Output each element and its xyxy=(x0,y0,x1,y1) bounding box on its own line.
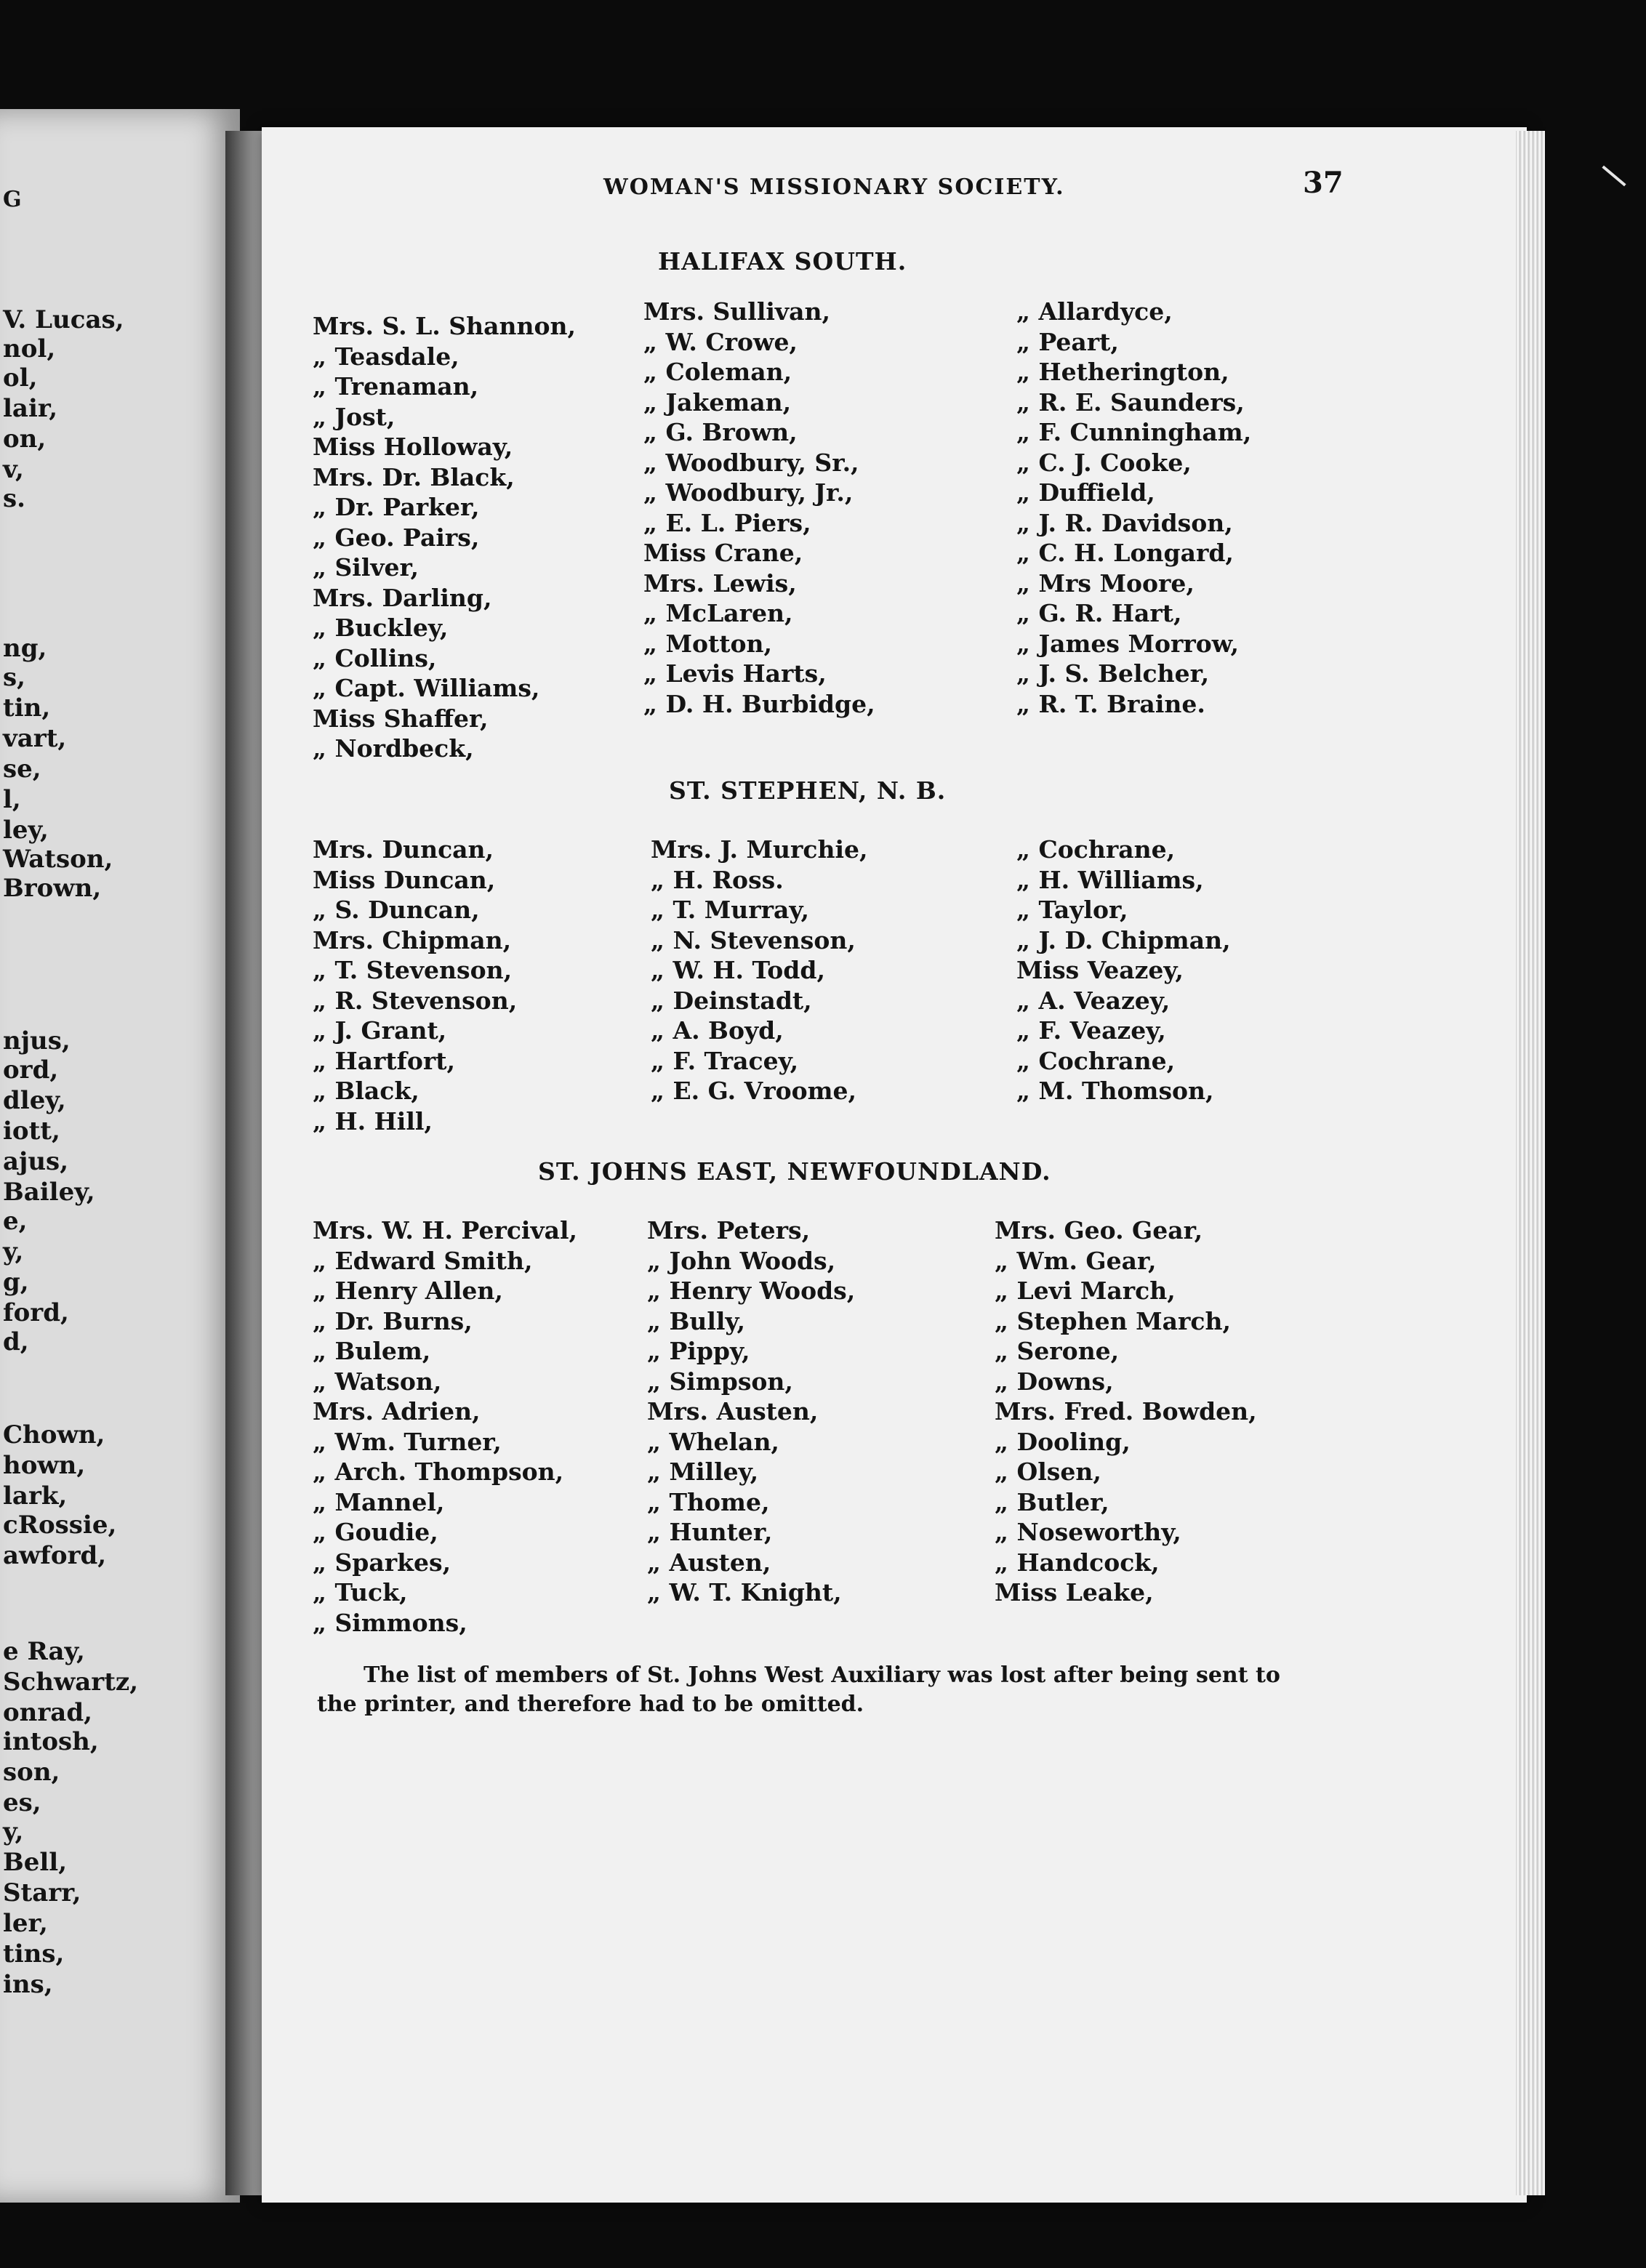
member-entry: „ Black, xyxy=(313,1077,419,1105)
member-entry: „ Silver, xyxy=(313,553,419,582)
st-johns-east-column-1 xyxy=(313,1215,577,1638)
member-entry: Mrs. Chipman, xyxy=(313,925,512,954)
member-entry: „ G. R. Hart, xyxy=(1016,599,1182,627)
member-entry: Mrs. Sullivan, xyxy=(643,297,830,326)
member-entry: „ F. Cunningham, xyxy=(1016,418,1252,446)
member-entry: „ T. Murray, xyxy=(651,896,809,924)
left-page-fragment: hown, xyxy=(3,1451,86,1480)
member-entry: „ Deinstadt, xyxy=(651,986,812,1015)
left-page-fragment: ford, xyxy=(3,1298,69,1327)
member-entry: „ F. Veazey, xyxy=(1016,1016,1166,1045)
member-entry: „ W. T. Knight, xyxy=(647,1578,842,1606)
member-entry: „ D. H. Burbidge, xyxy=(643,689,875,718)
halifax-south-column-2 xyxy=(643,297,875,719)
member-entry: „ Coleman, xyxy=(643,358,792,386)
left-page-fragment: ajus, xyxy=(3,1147,69,1176)
member-entry: Mrs. Adrien, xyxy=(313,1397,481,1425)
member-entry: „ N. Stevenson, xyxy=(651,925,856,954)
left-page-fragment: dley, xyxy=(3,1086,66,1115)
left-page-fragment: tins, xyxy=(3,1939,65,1969)
member-entry: „ Stephen March, xyxy=(995,1306,1231,1335)
member-entry: „ Allardyce, xyxy=(1016,297,1173,326)
left-page-fragment: awford, xyxy=(3,1541,107,1570)
member-entry: „ Cochrane, xyxy=(1016,1046,1176,1075)
left-page-fragment: e Ray, xyxy=(3,1637,85,1666)
member-entry: Mrs. Austen, xyxy=(647,1397,819,1425)
member-entry: „ Butler, xyxy=(995,1487,1109,1516)
left-page-fragment: Watson, xyxy=(3,845,113,874)
member-entry: Mrs. Lewis, xyxy=(643,568,797,598)
member-entry: „ A. Boyd, xyxy=(651,1016,784,1045)
member-entry: „ Sparkes, xyxy=(313,1548,451,1577)
running-head: WOMAN'S MISSIONARY SOCIETY. xyxy=(603,174,1065,200)
left-page-fragment: nol, xyxy=(3,334,56,363)
member-entry: „ Wm. Turner, xyxy=(313,1427,502,1456)
member-entry: „ Hartfort, xyxy=(313,1046,455,1075)
member-entry: „ Levi March, xyxy=(995,1276,1176,1305)
member-entry: „ C. H. Longard, xyxy=(1016,539,1234,567)
left-page-fragment: y, xyxy=(3,1817,24,1846)
member-entry: „ A. Veazey, xyxy=(1016,986,1171,1015)
member-entry: „ Bulem, xyxy=(313,1337,431,1365)
member-entry: „ R. E. Saunders, xyxy=(1016,387,1245,417)
member-entry: „ Hetherington, xyxy=(1016,358,1229,386)
member-entry: „ G. Brown, xyxy=(643,418,798,446)
left-page-fragment: v, xyxy=(3,455,24,484)
member-entry: „ J. S. Belcher, xyxy=(1016,659,1210,688)
member-entry: „ John Woods, xyxy=(647,1246,836,1275)
page-number: 37 xyxy=(1303,166,1344,200)
member-entry: Miss Crane, xyxy=(643,539,803,567)
member-entry: „ Goudie, xyxy=(313,1518,438,1546)
member-entry: „ R. T. Braine. xyxy=(1016,689,1205,718)
member-entry: „ Henry Allen, xyxy=(313,1276,503,1305)
member-entry: „ E. G. Vroome, xyxy=(651,1077,856,1105)
member-entry: „ S. Duncan, xyxy=(313,896,480,924)
left-page-fragment: ord, xyxy=(3,1055,59,1085)
member-entry: „ Dr. Parker, xyxy=(313,493,480,521)
member-entry: Mrs. J. Murchie, xyxy=(651,835,868,864)
left-page-fragment: ley, xyxy=(3,816,49,845)
left-page-fragment: cRossie, xyxy=(3,1511,117,1540)
left-page-fragment: y, xyxy=(3,1237,24,1266)
member-entry: „ Henry Woods, xyxy=(647,1276,856,1305)
member-entry: „ Simmons, xyxy=(313,1608,467,1637)
left-page-fragment: lair, xyxy=(3,394,58,423)
member-entry: Miss Holloway, xyxy=(313,433,513,461)
left-page-fragment: G xyxy=(3,187,22,212)
member-entry: „ Levis Harts, xyxy=(643,659,827,688)
left-page-fragment: e, xyxy=(3,1207,28,1236)
omission-note xyxy=(317,1661,1378,1719)
left-page-fragment: intosh, xyxy=(3,1727,99,1756)
member-entry: „ Austen, xyxy=(647,1548,771,1577)
member-entry: „ Nordbeck, xyxy=(313,734,474,763)
member-entry: „ M. Thomson, xyxy=(1016,1077,1214,1105)
member-entry: Mrs. Peters, xyxy=(647,1216,811,1244)
member-entry: „ Teasdale, xyxy=(313,342,459,371)
member-entry: „ J. R. Davidson, xyxy=(1016,508,1233,537)
member-entry: „ Thome, xyxy=(647,1487,770,1516)
st-johns-east-column-2 xyxy=(647,1215,855,1608)
member-entry: Mrs. S. L. Shannon, xyxy=(313,312,576,340)
member-entry: „ Buckley, xyxy=(313,614,449,642)
member-entry: „ Simpson, xyxy=(647,1367,793,1396)
member-entry: Miss Shaffer, xyxy=(313,704,489,733)
member-entry: „ F. Tracey, xyxy=(651,1046,799,1075)
member-entry: Miss Leake, xyxy=(995,1578,1154,1606)
member-entry: „ Downs, xyxy=(995,1367,1114,1396)
scan-mark xyxy=(1602,166,1626,187)
omission-note-line-1: The list of members of St. Johns West Auxiliary was lost after being sent to xyxy=(364,1662,1280,1688)
member-entry: „ Trenaman, xyxy=(313,372,479,401)
member-entry: „ Motton, xyxy=(643,629,772,658)
member-entry: Miss Veazey, xyxy=(1016,956,1184,984)
left-page-fragment: s, xyxy=(3,663,25,692)
member-entry: „ Mannel, xyxy=(313,1487,445,1516)
left-page-fragment: es, xyxy=(3,1788,41,1817)
member-entry: „ Hunter, xyxy=(647,1518,773,1546)
member-entry: Mrs. W. H. Percival, xyxy=(313,1216,578,1244)
left-page-fragment: ins, xyxy=(3,1970,53,1999)
member-entry: „ Cochrane, xyxy=(1016,835,1176,864)
member-entry: „ T. Stevenson, xyxy=(313,956,513,984)
member-entry: „ H. Ross. xyxy=(651,865,784,894)
member-entry: „ Bully, xyxy=(647,1306,745,1335)
member-entry: „ Taylor, xyxy=(1016,896,1128,924)
left-page-fragment: Brown, xyxy=(3,874,102,903)
member-entry: „ E. L. Piers, xyxy=(643,508,811,537)
left-page-fragment: lark, xyxy=(3,1481,68,1511)
member-entry: Mrs. Fred. Bowden, xyxy=(995,1397,1257,1425)
member-entry: „ W. Crowe, xyxy=(643,327,798,356)
member-entry: „ Milley, xyxy=(647,1457,759,1486)
member-entry: „ W. H. Todd, xyxy=(651,956,825,984)
member-entry: „ Olsen, xyxy=(995,1457,1101,1486)
member-entry: „ H. Hill, xyxy=(313,1106,433,1135)
member-entry: „ Noseworthy, xyxy=(995,1518,1181,1546)
left-page-fragment: Bailey, xyxy=(3,1178,95,1207)
member-entry: „ R. Stevenson, xyxy=(313,986,518,1015)
member-entry: „ Handcock, xyxy=(995,1548,1160,1577)
left-page-fragment: on, xyxy=(3,425,47,454)
member-entry: „ Woodbury, Sr., xyxy=(643,448,859,477)
page-edge xyxy=(1516,131,1545,2195)
left-page-fragment: ol, xyxy=(3,363,38,393)
member-entry: „ Dooling, xyxy=(995,1427,1131,1456)
member-entry: „ Duffield, xyxy=(1016,478,1155,507)
member-entry: „ H. Williams, xyxy=(1016,865,1204,894)
left-page-fragment: njus, xyxy=(3,1026,71,1055)
left-page-fragment: Bell, xyxy=(3,1848,68,1877)
halifax-south-column-3 xyxy=(1016,297,1251,719)
member-entry: „ McLaren, xyxy=(643,599,793,627)
member-entry: Mrs. Dr. Black, xyxy=(313,462,515,491)
member-entry: „ Jost, xyxy=(313,402,396,431)
member-entry: „ Watson, xyxy=(313,1367,442,1396)
member-entry: „ Wm. Gear, xyxy=(995,1246,1157,1275)
member-entry: Miss Duncan, xyxy=(313,865,496,894)
member-entry: „ J. D. Chipman, xyxy=(1016,925,1231,954)
left-page-fragment: se, xyxy=(3,755,41,784)
member-entry: Mrs. Geo. Gear, xyxy=(995,1216,1203,1244)
left-page-fragment: Chown, xyxy=(3,1420,105,1449)
left-page-fragment: son, xyxy=(3,1758,60,1787)
member-entry: „ Whelan, xyxy=(647,1427,779,1456)
left-page-fragment: Starr, xyxy=(3,1878,81,1907)
member-entry: „ J. Grant, xyxy=(313,1016,447,1045)
st-johns-east-column-3 xyxy=(995,1215,1257,1608)
left-page-fragment: Schwartz, xyxy=(3,1668,139,1697)
left-page-fragment: l, xyxy=(3,785,21,814)
left-page-fragment: ler, xyxy=(3,1909,48,1938)
section-title-halifax-south: HALIFAX SOUTH. xyxy=(658,247,907,276)
halifax-south-column-1 xyxy=(313,311,576,764)
member-entry: „ C. J. Cooke, xyxy=(1016,448,1192,477)
member-entry: „ Jakeman, xyxy=(643,387,792,417)
member-entry: „ Tuck, xyxy=(313,1578,408,1606)
left-page xyxy=(0,109,240,2203)
member-entry: Mrs. Darling, xyxy=(313,583,492,612)
member-entry: „ Dr. Burns, xyxy=(313,1306,473,1335)
left-page-fragment: g, xyxy=(3,1268,29,1297)
section-title-st-stephen: ST. STEPHEN, N. B. xyxy=(669,776,947,805)
member-entry: Mrs. Duncan, xyxy=(313,835,494,864)
member-entry: „ Serone, xyxy=(995,1337,1120,1365)
left-page-fragment: iott, xyxy=(3,1117,60,1146)
st-stephen-column-2 xyxy=(651,835,868,1106)
section-title-st-johns-east: ST. JOHNS EAST, NEWFOUNDLAND. xyxy=(538,1157,1051,1186)
st-stephen-column-1 xyxy=(313,835,517,1136)
left-page-fragment: V. Lucas, xyxy=(3,305,124,334)
member-entry: „ Geo. Pairs, xyxy=(313,523,480,552)
left-page-fragment: onrad, xyxy=(3,1698,92,1727)
member-entry: „ Pippy, xyxy=(647,1337,750,1365)
left-page-fragment: tin, xyxy=(3,693,51,723)
st-stephen-column-3 xyxy=(1016,835,1231,1106)
member-entry: „ Collins, xyxy=(313,643,437,672)
member-entry: „ James Morrow, xyxy=(1016,629,1239,658)
member-entry: „ Woodbury, Jr., xyxy=(643,478,854,507)
omission-note-line-2: the printer, and therefore had to be omitted. xyxy=(317,1692,864,1717)
left-page-fragment: vart, xyxy=(3,724,67,753)
member-entry: „ Capt. Williams, xyxy=(313,674,540,702)
left-page-fragment: s. xyxy=(3,484,25,513)
left-page-fragment: ng, xyxy=(3,634,47,663)
member-entry: „ Peart, xyxy=(1016,327,1119,356)
left-page-fragment: d, xyxy=(3,1327,29,1356)
member-entry: „ Edward Smith, xyxy=(313,1246,533,1275)
member-entry: „ Mrs Moore, xyxy=(1016,568,1195,598)
member-entry: „ Arch. Thompson, xyxy=(313,1457,564,1486)
